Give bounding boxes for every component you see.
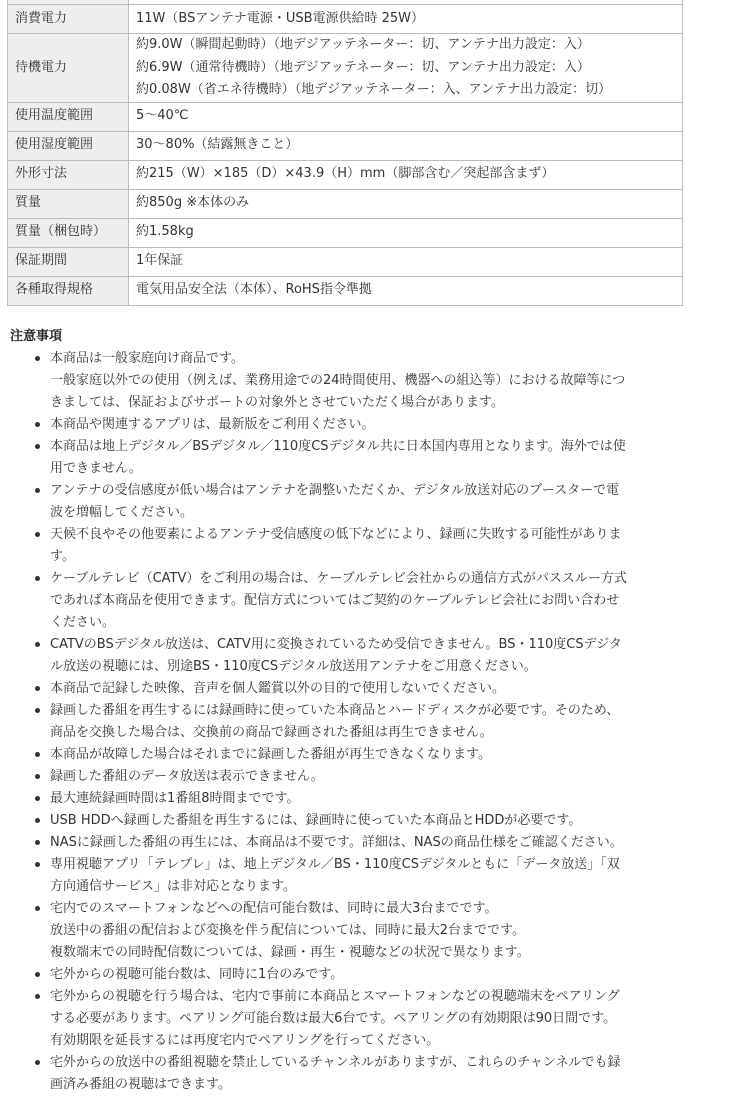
bullet-icon	[35, 906, 40, 911]
spec-label: 各種取得規格	[8, 276, 129, 305]
spec-value	[129, 102, 683, 131]
spec-row-humidity	[8, 131, 683, 160]
spec-value-line: 約6.9W（通常待機時）（地デジアッテネーター：切、アンテナ出力設定：入）	[136, 59, 590, 75]
note-line: USB HDDへ録画した番組を再生するには、録画時に使っていた本商品とHDDが必要です。	[50, 813, 582, 828]
spec-value-line: 約1.58kg	[136, 224, 194, 240]
bullet-icon	[35, 686, 40, 691]
bullet-icon	[35, 356, 40, 361]
spec-row-power	[8, 5, 683, 34]
note-line: アンテナの受信感度が低い場合はアンテナを調整いただくか、デジタル放送対応のブースターで電	[50, 483, 620, 498]
note-line: 本商品は一般家庭向け商品です。	[50, 351, 244, 366]
notes-section	[10, 326, 680, 1096]
note-item	[50, 634, 680, 678]
bullet-icon	[35, 708, 40, 713]
notes-list	[10, 348, 680, 1096]
spec-value	[129, 160, 683, 189]
spec-row-temperature	[8, 102, 683, 131]
note-line: 商品を交換した場合は、交換前の商品で録画された番組は再生できません。	[50, 725, 493, 740]
note-item	[50, 744, 680, 766]
note-item	[50, 700, 680, 744]
bullet-icon	[35, 862, 40, 867]
spec-label: 使用温度範囲	[8, 102, 129, 131]
spec-value	[129, 276, 683, 305]
spec-value	[129, 189, 683, 218]
note-line: 本商品は地上デジタル／BSデジタル／110度CSデジタル共に日本国内専用となります。海外では使	[50, 439, 626, 454]
note-item	[50, 568, 680, 634]
spec-label: 使用湿度範囲	[8, 131, 129, 160]
spec-value-line: 約850g ※本体のみ	[136, 195, 250, 211]
bullet-icon	[35, 576, 40, 581]
note-line: 録画した番組を再生するには録画時に使っていた本商品とハードディスクが必要です。そのため、	[50, 703, 620, 718]
note-line: 宅外からの放送中の番組視聴を禁止しているチャンネルがありますが、これらのチャンネルでも録	[50, 1055, 621, 1070]
spec-value-line: 1年保証	[136, 253, 184, 269]
spec-label: 保証期間	[8, 247, 129, 276]
spec-row-packed-weight	[8, 218, 683, 247]
note-line: 用できません。	[50, 461, 142, 476]
bullet-icon	[35, 532, 40, 537]
note-line: であれば本商品を使用できます。配信方式についてはご契約のケーブルテレビ会社にお問い合わせ	[50, 593, 620, 608]
spec-value-line: 5～40℃	[136, 108, 189, 124]
note-item	[50, 348, 680, 414]
spec-value-line: 約9.0W（瞬間起動時）（地デジアッテネーター：切、アンテナ出力設定：入）	[136, 37, 590, 52]
note-line: 本商品で記録した映像、音声を個人鑑賞以外の目的で使用しないでください。	[50, 681, 506, 696]
note-line: 放送中の番組の配信および変換を伴う配信については、同時に最大2台までです。	[50, 923, 525, 938]
note-line: 方向通信サービス」は非対応となります。	[50, 879, 296, 894]
spec-label: 質量	[8, 189, 129, 218]
bullet-icon	[35, 444, 40, 449]
note-line: きましては、保証およびサポートの対象外とさせていただく場合があります。	[50, 395, 504, 410]
spec-row-standby-power	[8, 34, 683, 103]
note-item	[50, 524, 680, 568]
note-line: ください。	[50, 615, 116, 630]
bullet-icon	[35, 1060, 40, 1065]
note-line: 最大連続録画時間は1番組8時間までです。	[50, 791, 300, 806]
note-line: ケーブルテレビ（CATV）をご利用の場合は、ケーブルテレビ会社からの通信方式がパススルー方式	[50, 571, 627, 586]
spec-value-line: 約215（W）×185（D）×43.9（H）mm（脚部含む／突起部含まず）	[136, 166, 555, 182]
note-item	[50, 964, 680, 986]
note-item	[50, 678, 680, 700]
bullet-icon	[35, 994, 40, 999]
note-item	[50, 898, 680, 964]
spec-label: 待機電力	[8, 34, 129, 103]
note-item	[50, 766, 680, 788]
spec-value	[129, 5, 683, 34]
bullet-icon	[35, 752, 40, 757]
note-line: 有効期限を延長するには再度宅内でペアリングを行ってください。	[50, 1033, 440, 1048]
notes-title: 注意事項	[10, 329, 63, 344]
spec-row-certifications	[8, 276, 683, 305]
note-line: 本商品や関連するアプリは、最新版をご利用ください。	[50, 417, 375, 432]
spec-label: 質量（梱包時）	[8, 218, 129, 247]
spec-row-weight	[8, 189, 683, 218]
spec-table	[7, 0, 683, 306]
bullet-icon	[35, 796, 40, 801]
spec-value	[129, 247, 683, 276]
note-line: 宅外からの視聴可能台数は、同時に1台のみです。	[50, 967, 344, 982]
note-line: 画済み番組の視聴はできます。	[50, 1077, 231, 1092]
note-line: 一般家庭以外での使用（例えば、業務用途での24時間使用、機器への組込等）における故障等につ	[50, 373, 626, 388]
spec-value-line: 30～80%（結露無きこと）	[136, 137, 299, 153]
spec-value-line: 電気用品安全法（本体）、RoHS指令準拠	[136, 282, 372, 298]
note-line: 複数端末での同時配信数については、録画・再生・視聴などの状況で異なります。	[50, 945, 530, 960]
note-item	[50, 832, 680, 854]
note-item	[50, 854, 680, 898]
note-item	[50, 414, 680, 436]
note-line: 本商品が故障した場合はそれまでに録画した番組が再生できなくなります。	[50, 747, 491, 762]
bullet-icon	[35, 840, 40, 845]
note-item	[50, 436, 680, 480]
note-line: ル放送の視聴には、別途BS・110度CSデジタル放送用アンテナをご用意ください。	[50, 659, 537, 674]
spec-value	[129, 218, 683, 247]
note-item	[50, 1052, 680, 1096]
note-line: 録画した番組のデータ放送は表示できません。	[50, 769, 324, 784]
spec-label: 消費電力	[8, 5, 129, 34]
note-line: 宅内でのスマートフォンなどへの配信可能台数は、同時に最大3台までです。	[50, 901, 498, 916]
note-line: 専用視聴アプリ「テレプレ」は、地上デジタル／BS・110度CSデジタルともに「データ放送」「双	[50, 857, 620, 872]
note-item	[50, 788, 680, 810]
spec-value-line: 11W（BSアンテナ電源・USB電源供給時 25W）	[136, 10, 425, 26]
note-line: NASに録画した番組の再生には、本商品は不要です。詳細は、NASの商品仕様をご確認ください。	[50, 835, 623, 850]
note-item	[50, 810, 680, 832]
bullet-icon	[35, 422, 40, 427]
note-line: する必要があります。ペアリング可能台数は最大6台です。ペアリングの有効期限は90日間です。	[50, 1011, 617, 1026]
note-line: 波を増幅してください。	[50, 505, 194, 520]
spec-value	[129, 34, 683, 103]
spec-row-dimensions	[8, 160, 683, 189]
note-line: CATVのBSデジタル放送は、CATV用に変換されているため受信できません。BS・110度CSデジタ	[50, 637, 622, 652]
spec-label: 外形寸法	[8, 160, 129, 189]
bullet-icon	[35, 642, 40, 647]
note-line: 宅外からの視聴を行う場合は、宅内で事前に本商品とスマートフォンなどの視聴端末をペアリング	[50, 989, 620, 1004]
note-item	[50, 480, 680, 524]
bullet-icon	[35, 488, 40, 493]
bullet-icon	[35, 972, 40, 977]
bullet-icon	[35, 774, 40, 779]
bullet-icon	[35, 818, 40, 823]
note-item	[50, 986, 680, 1052]
spec-value	[129, 131, 683, 160]
note-line: 天候不良やその他要素によるアンテナ受信感度の低下などにより、録画に失敗する可能性がありま	[50, 527, 622, 542]
spec-row-warranty	[8, 247, 683, 276]
spec-value-line: 約0.08W（省エネ待機時）（地デジアッテネーター：入、アンテナ出力設定：切）	[136, 82, 612, 97]
note-line: す。	[50, 549, 75, 564]
